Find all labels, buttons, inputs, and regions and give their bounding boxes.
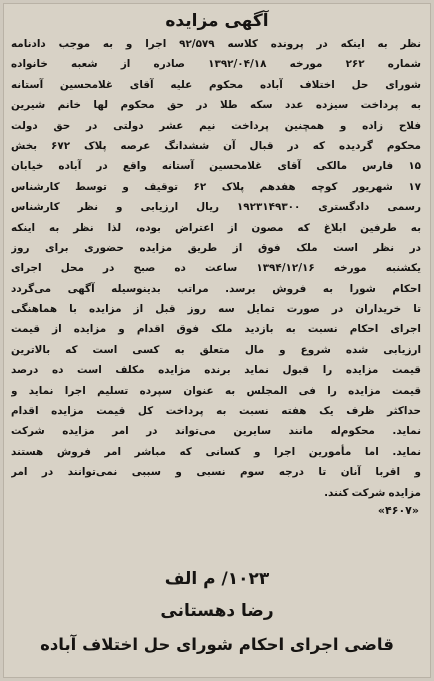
body-line: شورای حل اختلاف آباده محکوم علیه آقای غلامحسین آستانه xyxy=(11,78,421,91)
body-line: و اقربا آنان تا درجه سوم نسبی و سببی نمی‌توانند در امر xyxy=(11,466,421,479)
body-line: اجرای احکام نسبت به بازدید ملک فوق اقدام و مزایده از قیمت xyxy=(11,323,421,336)
body-line: به طرفین ابلاغ که مصون از اعتراض بوده، لذا نظر به اینکه xyxy=(11,221,421,234)
body-line: ارزیابی شده شروع و مال متعلق به کسی است که بالاترین xyxy=(11,343,421,356)
body-line: تا خریداران در صورت تمایل سه روز قبل از مزایده با هماهنگی xyxy=(11,303,421,316)
signatory-name: رضا دهستانی xyxy=(160,601,274,621)
notice-footer xyxy=(4,564,430,662)
notice-title: آگهی مزایده xyxy=(165,11,269,31)
newspaper-clipping xyxy=(3,3,431,678)
issue-code: ۱۰۲۳/ م الف xyxy=(164,569,270,589)
body-line: رسمی دادگستری ۱۹۲۳۱۴۹۳۰۰ ریال ارزیابی و نظر کارشناس xyxy=(11,201,421,214)
body-line: نماید. محکوم‌له مانند سایرین می‌تواند در امر مزایده شرکت xyxy=(11,425,421,438)
body-line: ۱۷ شهریور کوچه هفدهم پلاک ۶۲ توقیف و توسط کارشناس xyxy=(11,180,421,193)
body-line: به پرداخت سیزده عدد سکه طلا در حق محکوم لها خانم شیرین xyxy=(11,99,421,112)
body-line: احکام شورا به فروش برسد. مراتب بدینوسیله آگهی می‌گردد xyxy=(11,282,421,295)
reference-code: «۴۶۰۷» xyxy=(377,503,419,517)
body-line: ۱۵ فارس مالکی آقای غلامحسین آستانه واقع در آباده خیابان xyxy=(11,160,421,173)
body-line: قیمت مزایده را قبول نماید برنده مزایده مکلف است ده درصد xyxy=(11,364,421,377)
signatory-role: قاضی اجرای احکام شورای حل اختلاف آباده xyxy=(40,635,394,654)
body-line: حداکثر ظرف یک هفته نسبت به پرداخت کل قیمت مزایده اقدام xyxy=(11,405,421,418)
body-line: مزایده شرکت کنند. xyxy=(324,486,421,499)
body-line: قیمت مزایده را فی المجلس به عنوان سپرده تسلیم اجرا نماید و xyxy=(11,384,421,397)
body-line: نماید. اما مأمورین اجرا و کسانی که مباشر امر فروش هستند xyxy=(11,445,421,458)
body-line: محکوم گردیده که در قبال آن ششدانگ عرصه پلاک ۶۷۲ بخش xyxy=(11,139,421,152)
notice-body xyxy=(11,34,421,523)
body-line: شماره ۲۶۲ مورخه ۱۳۹۲/۰۴/۱۸ صادره از شعبه خانواده xyxy=(11,58,421,71)
body-line: در نظر است ملک فوق از طریق مزایده حضوری برای روز xyxy=(11,241,421,254)
body-line: نظر به اینکه در پرونده کلاسه ۹۲/۵۷۹ اجرا و به موجب دادنامه xyxy=(11,38,421,50)
body-line: یکشنبه مورخه ۱۳۹۴/۱۲/۱۶ ساعت ده صبح در محل اجرای xyxy=(11,262,421,275)
body-line: فلاح زاده و همچنین پرداخت نیم عشر دولتی در حق دولت xyxy=(11,119,421,132)
